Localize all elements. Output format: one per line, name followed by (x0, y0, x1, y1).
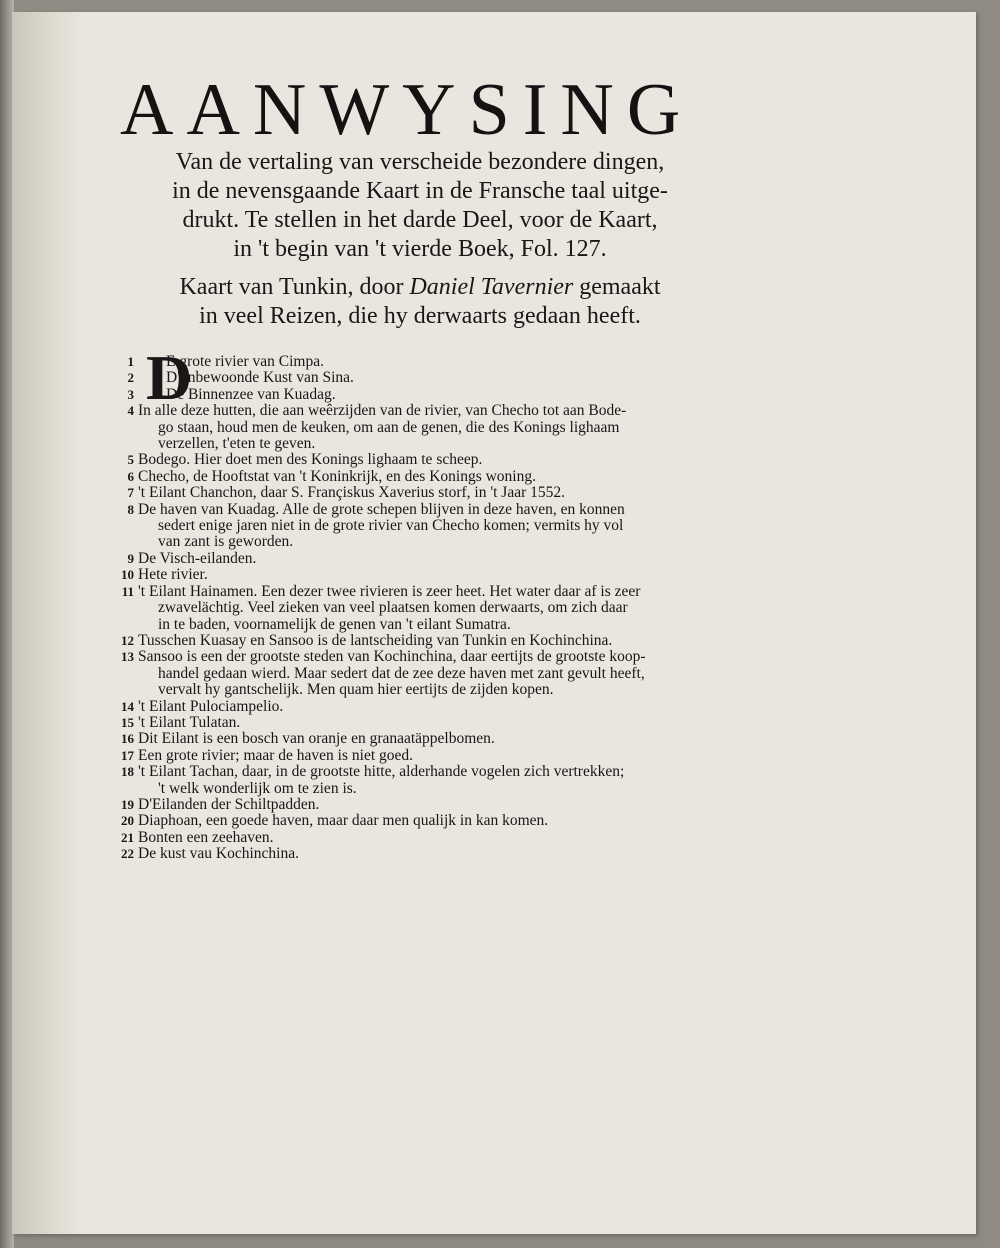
item-text-line: Bonten een zeehaven. (138, 828, 274, 846)
item-number: 5 (127, 452, 134, 468)
list-item (116, 813, 696, 829)
item-number: 9 (127, 550, 134, 566)
list-item (116, 403, 696, 452)
list-item (116, 830, 696, 846)
item-text-line: D'Eilanden der Schiltpadden. (138, 795, 320, 813)
item-text-line: 't welk wonderlijk om te zien is. (158, 779, 357, 797)
item-number: 20 (121, 813, 134, 829)
item-text-line: handel gedaan wierd. Maar sedert dat de zee deze haven met zant gevult heeft, (158, 664, 645, 682)
list-item (116, 584, 696, 633)
list-item (116, 387, 696, 403)
item-text-line: vervalt hy gantschelijk. Men quam hier eertijts de zijden kopen. (158, 681, 554, 699)
list-item (116, 370, 696, 386)
item-number: 1 (127, 354, 134, 369)
item-text-line: D'onbewoonde Kust van Sina. (166, 369, 354, 387)
item-text-line: go staan, houd men de keuken, om aan de genen, die des Konings lighaam (158, 418, 620, 436)
page-gutter-shadow (12, 12, 82, 1234)
subtitle-line: drukt. Te stellen in het darde Deel, voor de Kaart, (182, 207, 658, 233)
subtitle (100, 148, 740, 264)
item-number: 4 (127, 403, 134, 419)
item-text-line: In alle deze hutten, die aan weêrzijden van de rivier, van Checho tot aan Bode- (138, 402, 627, 420)
item-number: 7 (127, 485, 134, 501)
list-item (116, 846, 696, 862)
list-item (116, 567, 696, 583)
item-number: 22 (121, 846, 134, 862)
item-number: 15 (121, 714, 134, 730)
item-text-line: Hete rivier. (138, 566, 208, 584)
list-item (116, 502, 696, 551)
item-text-line: Diaphoan, een goede haven, maar daar men qualijk in kan komen. (138, 812, 549, 830)
item-text-line: Dit Eilant is een bosch van oranje en granaatäppelbomen. (138, 730, 495, 748)
drop-cap: D (146, 342, 193, 413)
item-text-line: De Visch-eilanden. (138, 549, 257, 567)
subtitle-line: in de nevensgaande Kaart in de Fransche taal uitge- (172, 178, 668, 204)
map-title-line-1 (100, 273, 740, 302)
legend-list (116, 342, 696, 863)
map-title (100, 273, 740, 331)
map-title-text: Kaart van Tunkin, door (179, 274, 410, 300)
item-number: 12 (121, 632, 134, 648)
map-title-text: gemaakt (573, 274, 661, 300)
item-text-line: 't Eilant Tulatan. (138, 713, 241, 731)
list-item (116, 633, 696, 649)
map-author: Daniel Tavernier (409, 274, 574, 300)
item-number: 2 (127, 370, 134, 386)
list-item (116, 699, 696, 715)
item-number: 8 (127, 501, 134, 517)
item-number: 10 (121, 567, 134, 583)
item-text-line: verzellen, t'eten te geven. (158, 435, 316, 453)
item-text-line: 't Eilant Chanchon, daar S. Françiskus Xaverius storf, in 't Jaar 1552. (138, 484, 566, 502)
item-number: 18 (121, 764, 134, 780)
list-item (116, 731, 696, 747)
list-item (116, 649, 696, 698)
item-text-line: Checho, de Hooftstat van 't Koninkrijk, en des Konings woning. (138, 467, 536, 485)
item-number: 6 (127, 468, 134, 484)
list-item (116, 797, 696, 813)
list-item (116, 551, 696, 567)
item-number: 13 (121, 649, 134, 665)
item-number: 19 (121, 796, 134, 812)
item-number: 17 (121, 747, 134, 763)
map-title-line-2: in veel Reizen, die hy derwaarts gedaan heeft. (199, 303, 641, 329)
item-text-line: van zant is geworden. (158, 533, 294, 551)
item-text-line: 't Eilant Hainamen. Een dezer twee rivieren is zeer heet. Het water daar af is zeer (138, 582, 641, 600)
item-text-line: Tusschen Kuasay en Sansoo is de lantscheiding van Tunkin en Kochinchina. (138, 631, 613, 649)
item-text-line: De haven van Kuadag. Alle de grote schepen blijven in deze haven, en konnen (138, 500, 625, 518)
subtitle-line: in 't begin van 't vierde Boek, Fol. 127. (233, 236, 607, 262)
list-item (116, 485, 696, 501)
list-item (116, 748, 696, 764)
item-number: 21 (121, 829, 134, 845)
item-text-line: zwavelächtig. Veel zieken van veel plaatsen komen derwaarts, om zich daar (158, 599, 628, 617)
item-number: 16 (121, 731, 134, 747)
item-text-line: E grote rivier van Cimpa. (166, 353, 324, 370)
item-text-line: De kust vau Kochinchina. (138, 845, 299, 863)
item-text-line: Bodego. Hier doet men des Konings lighaam te scheep. (138, 451, 483, 469)
list-item (116, 452, 696, 468)
item-text-line: De Binnenzee van Kuadag. (166, 385, 336, 403)
list-item (116, 715, 696, 731)
item-text-line: 't Eilant Pulociampelio. (138, 697, 284, 715)
item-text-line: 't Eilant Tachan, daar, in de grootste hitte, alderhande vogelen zich vertrekken; (138, 763, 625, 781)
item-text-line: Sansoo is een der grootste steden van Kochinchina, daar eertijts de grootste koop- (138, 648, 646, 666)
item-number: 3 (127, 386, 134, 402)
item-number: 14 (121, 698, 134, 714)
subtitle-line: Van de vertaling van verscheide bezondere dingen, (175, 149, 665, 175)
item-text-line: in te baden, voornamelijk de genen van 't eilant Sumatra. (158, 615, 511, 633)
page-title: AANWYSING (120, 69, 694, 151)
list-item (116, 469, 696, 485)
list-item (116, 764, 696, 797)
item-text-line: Een grote rivier; maar de haven is niet goed. (138, 746, 414, 764)
item-text-line: sedert enige jaren niet in de grote rivier van Checho komen; vermits hy vol (158, 517, 624, 535)
item-number: 11 (121, 583, 134, 599)
